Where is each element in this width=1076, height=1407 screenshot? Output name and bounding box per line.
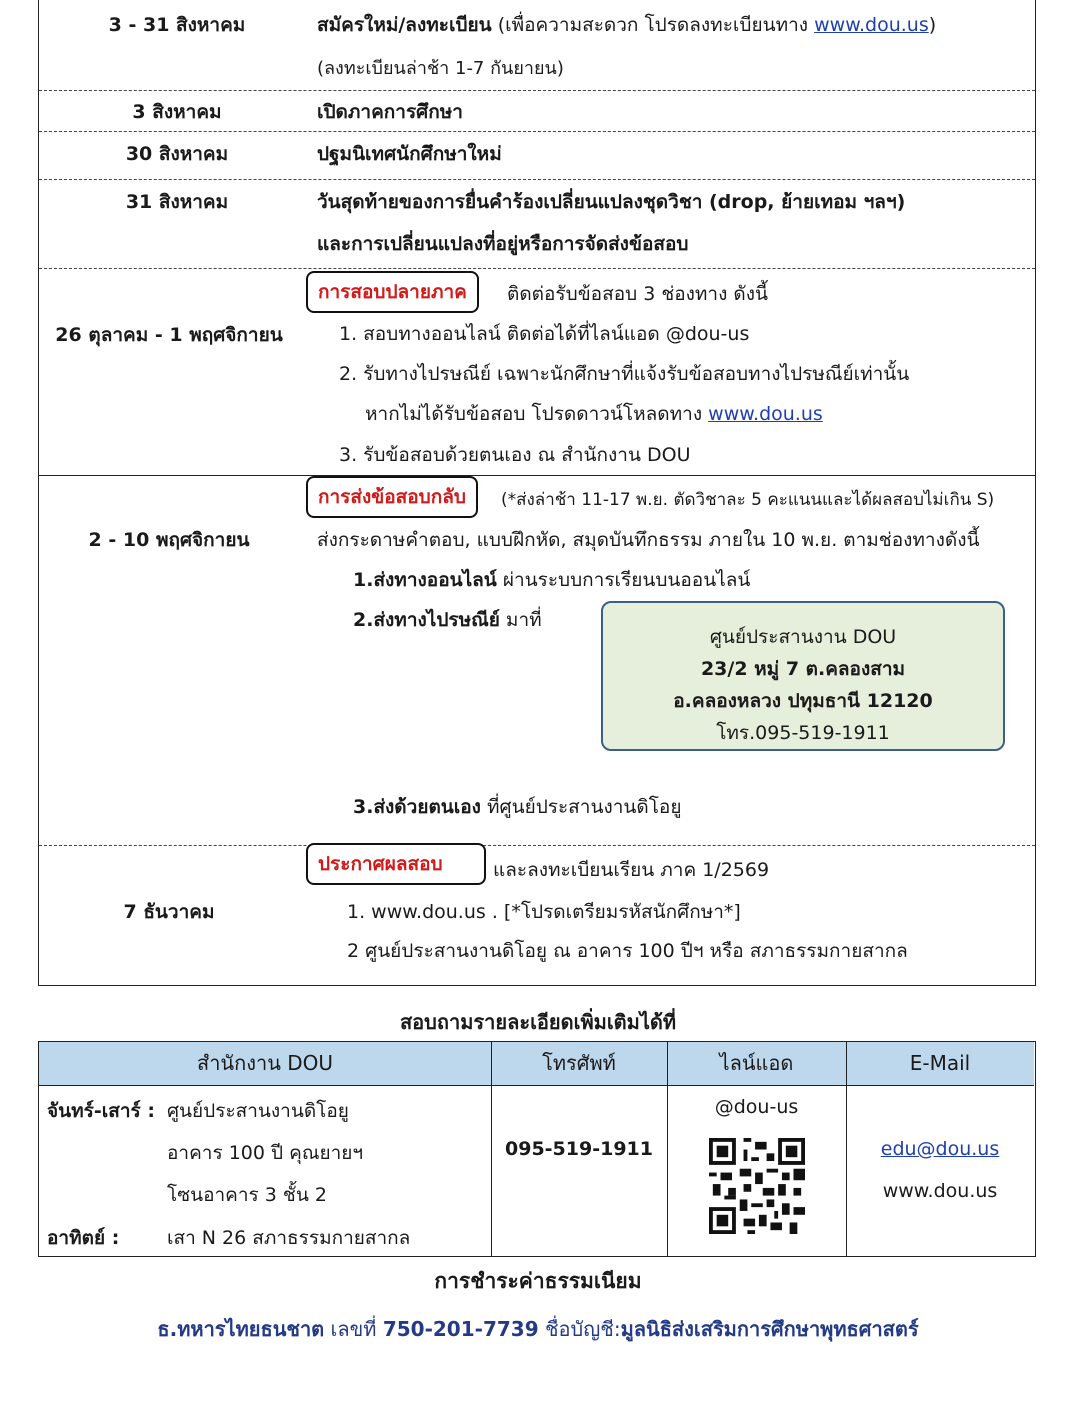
office-days-weekday: จันทร์-เสาร์ : xyxy=(47,1100,155,1122)
date-register: 3 - 31 สิงหาคม xyxy=(108,14,246,36)
address-line2: 23/2 หมู่ 7 ต.คลองสาม xyxy=(700,658,906,680)
last-change-line2: และการเปลี่ยนแปลงที่อยู่หรือการจัดส่งข้อสอบ xyxy=(317,233,689,255)
col-divider xyxy=(667,1042,668,1256)
row-divider xyxy=(39,268,1035,269)
payment-title: การชำระค่าธรรมเนียม xyxy=(434,1269,642,1293)
row-divider xyxy=(39,845,1035,846)
office-line2: อาคาร 100 ปี คุณยายฯ xyxy=(167,1142,364,1164)
email-link[interactable]: edu@dou.us xyxy=(880,1138,1000,1160)
last-change-line1: วันสุดท้ายของการยื่นคำร้องเปลี่ยนแปลงชุดวิชา (drop, ย้ายเทอม ฯลฯ) xyxy=(317,191,906,213)
date-final-exam: 26 ตุลาคม - 1 พฤศจิกายน xyxy=(55,324,283,346)
line-id: @dou-us xyxy=(714,1096,799,1118)
office-days-sunday: อาทิตย์ : xyxy=(47,1227,120,1249)
row-divider xyxy=(39,475,1035,476)
final-exam-badge: การสอบปลายภาค xyxy=(306,271,479,313)
return-self-desc: ที่ศูนย์ประสานงานดิโอยู xyxy=(480,796,682,818)
download-link[interactable]: www.dou.us xyxy=(708,403,823,425)
office-line1: ศูนย์ประสานงานดิโอยู xyxy=(167,1100,349,1122)
account-no: 750-201-7739 xyxy=(382,1317,539,1341)
final-exam-item1: 1. สอบทางออนไลน์ ติดต่อได้ที่ไลน์แอด @dou-us xyxy=(339,323,750,345)
phone-number: 095-519-1911 xyxy=(505,1138,653,1160)
address-line3: อ.คลองหลวง ปทุมธานี 12120 xyxy=(673,690,933,712)
return-self xyxy=(353,792,681,822)
office-line4: เสา N 26 สภาธรรมกายสากล xyxy=(167,1227,411,1249)
orientation: ปฐมนิเทศนักศึกษาใหม่ xyxy=(317,143,502,165)
return-exam-line: ส่งกระดาษคำตอบ, แบบฝึกหัด, สมุดบันทึกธรรม ภายใน 10 พ.ย. ตามช่องทางดังนี้ xyxy=(317,529,980,551)
return-exam-badge: การส่งข้อสอบกลับ xyxy=(306,476,478,518)
office-line3: โซนอาคาร 3 ชั้น 2 xyxy=(167,1184,327,1206)
semester-open: เปิดภาคการศึกษา xyxy=(317,101,463,123)
return-online-title: 1.ส่งทางออนไลน์ xyxy=(353,569,497,591)
final-exam-item2b-text: หากไม่ได้รับข้อสอบ โปรดดาวน์โหลดทาง xyxy=(365,403,703,425)
payment-info xyxy=(0,1313,1076,1345)
results-badge: ประกาศผลสอบ xyxy=(306,843,486,885)
final-exam-item2b xyxy=(365,399,823,429)
account-name: มูลนิธิส่งเสริมการศึกษาพุทธศาสตร์ xyxy=(620,1317,919,1341)
date-last-change: 31 สิงหาคม xyxy=(125,191,229,213)
date-return-exam: 2 - 10 พฤศจิกายน xyxy=(88,529,250,551)
results-intro: และลงทะเบียนเรียน ภาค 1/2569 xyxy=(493,859,770,881)
return-online xyxy=(353,565,750,595)
results-item1: 1. www.dou.us . [*โปรดเตรียมรหัสนักศึกษา*] xyxy=(347,901,741,923)
final-exam-item2: 2. รับทางไปรษณีย์ เฉพาะนักศึกษาที่แจ้งรับข้อสอบทางไปรษณีย์เท่านั้น xyxy=(339,363,910,385)
date-semester-open: 3 สิงหาคม xyxy=(132,101,222,123)
date-results: 7 ธันวาคม xyxy=(123,901,215,923)
register-link[interactable]: www.dou.us xyxy=(814,14,929,36)
header-email: E-Mail xyxy=(846,1042,1034,1086)
register-note-close: ) xyxy=(928,14,937,36)
line-qr-code-icon[interactable] xyxy=(709,1138,805,1234)
header-office: สำนักงาน DOU xyxy=(39,1042,491,1086)
contact-table xyxy=(38,1041,1036,1257)
account-no-label: เลขที่ xyxy=(324,1317,383,1341)
account-name-label: ชื่อบัญชี: xyxy=(538,1317,621,1341)
final-exam-intro: ติดต่อรับข้อสอบ 3 ช่องทาง ดังนี้ xyxy=(507,283,769,305)
register-text xyxy=(317,10,936,40)
date-orientation: 30 สิงหาคม xyxy=(125,143,229,165)
final-exam-item3: 3. รับข้อสอบด้วยตนเอง ณ สำนักงาน DOU xyxy=(339,444,691,466)
return-post-desc: มาที่ xyxy=(499,609,542,631)
bank-name: ธ.ทหารไทยธนชาต xyxy=(157,1317,325,1341)
late-register: (ลงทะเบียนล่าช้า 1-7 กันยายน) xyxy=(317,58,564,79)
contact-title: สอบถามรายละเอียดเพิ่มเติมได้ที่ xyxy=(399,1010,677,1034)
return-online-desc: ผ่านระบบการเรียนบนออนไลน์ xyxy=(496,569,751,591)
register-title: สมัครใหม่/ลงทะเบียน xyxy=(317,14,492,36)
return-post-title: 2.ส่งทางไปรษณีย์ xyxy=(353,609,500,631)
header-phone: โทรศัพท์ xyxy=(491,1042,667,1086)
header-line: ไลน์แอด xyxy=(667,1042,846,1086)
return-post xyxy=(353,605,542,635)
schedule-table xyxy=(38,0,1036,986)
website: www.dou.us xyxy=(882,1180,998,1202)
row-divider xyxy=(39,90,1035,91)
address-box xyxy=(601,601,1005,751)
results-item2: 2 ศูนย์ประสานงานดิโอยู ณ อาคาร 100 ปีฯ หรือ สภาธรรมกายสากล xyxy=(347,940,908,962)
address-line1: ศูนย์ประสานงาน DOU xyxy=(709,626,897,648)
address-phone: โทร.095-519-1911 xyxy=(716,722,890,744)
row-divider xyxy=(39,131,1035,132)
return-exam-note: (*ส่งล่าช้า 11-17 พ.ย. ตัดวิชาละ 5 คะแนนและได้ผลสอบไม่เกิน S) xyxy=(501,490,995,510)
return-self-title: 3.ส่งด้วยตนเอง xyxy=(353,796,481,818)
row-divider xyxy=(39,179,1035,180)
register-note: (เพื่อความสะดวก โปรดลงทะเบียนทาง xyxy=(497,14,809,36)
